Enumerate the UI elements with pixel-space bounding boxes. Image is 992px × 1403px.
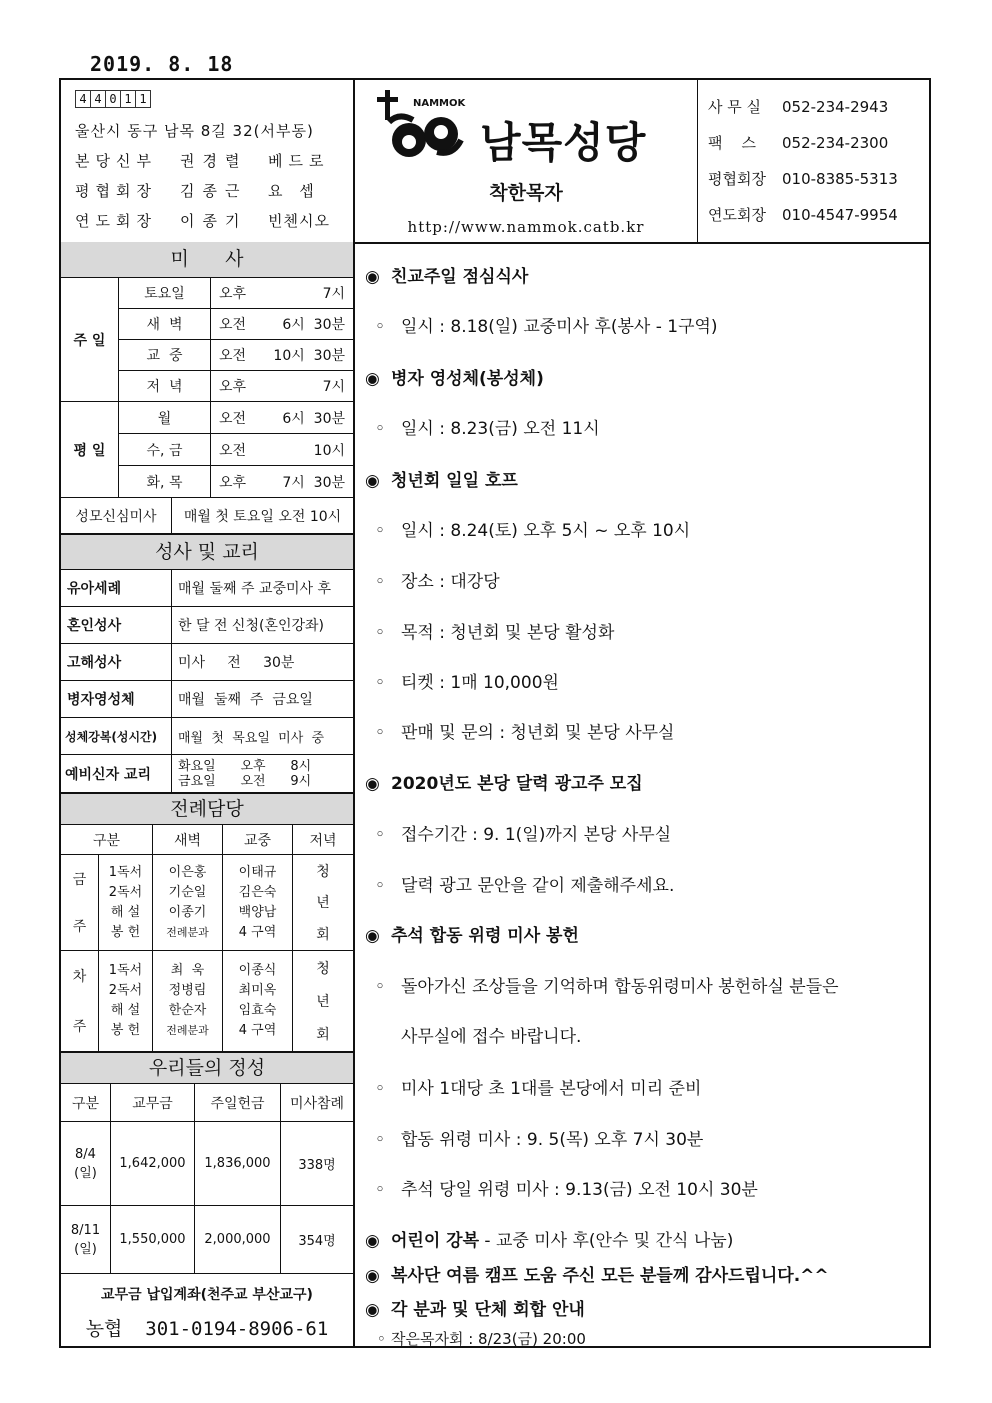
assignee: 이은홍 [168,864,207,880]
assignee: 임효숙 [238,1003,277,1018]
schedule-column [61,242,355,1348]
sub-bullet-icon: ◦ [375,723,386,743]
offering-sunday: 1,836,000 [195,1122,281,1206]
week-label-char: 차 [72,969,87,985]
notice-text: 작은목자회 : 8/23(금) 20:00 [391,1330,586,1348]
offering-sunday: 2,000,000 [195,1206,281,1274]
offering-date: 8/11 (일) [61,1206,111,1274]
parish-logo [375,90,685,165]
sacrament-value: 매월 둘째 주 교중미사 후 [172,570,353,607]
contact-value: 010-4547-9954 [782,206,898,224]
heading-bullet-icon: ◉ [365,926,380,946]
notice-line [375,820,671,845]
offering-attendance: 354명 [281,1206,353,1274]
address: 울산시 동구 남목 8길 32(서부동) [75,122,314,140]
notice-text: 판매 및 문의 : 청년회 및 본당 사무실 [401,723,675,743]
assignee: 한순자 [168,1003,207,1018]
mass-name: 화, 목 [119,466,211,498]
mass-ampm: 오후 [219,379,247,395]
mass-time [211,340,353,371]
sacrament-name: 병자영성체 [61,681,172,718]
notice-line [365,466,518,491]
role: 봉 헌 [110,1023,141,1038]
sub-bullet-icon: ◦ [377,1330,386,1348]
notice-text: 친교주일 점심식사 [391,267,529,287]
mass-title: 미 사 [61,242,353,278]
sacrament-value: 매월 둘째 주 금요일 [172,681,353,718]
liturgy-dawn [153,855,223,951]
staff-row [75,210,330,231]
notice-line [375,1175,758,1200]
notice-text: 어린이 강복 [391,1231,480,1251]
assignee: 4 구역 [238,924,277,940]
offering-dues: 1,550,000 [111,1206,195,1274]
liturgy-header: 교중 [223,825,293,855]
heart-mass-value: 매월 첫 토요일 오전 10시 [172,498,353,534]
bulletin-subtitle: 착한목자 [489,182,563,204]
assignee: 정병림 [168,983,207,998]
week-label-char: 주 [72,919,87,936]
mass-ampm: 오전 [219,442,247,459]
zip-digit: 1 [135,90,151,108]
sub-bullet-icon: ◦ [375,673,386,693]
sub-bullet-icon: ◦ [375,1079,386,1099]
sacrament-name: 혼인성사 [61,607,172,644]
mass-time [211,434,353,466]
notice-text: 달력 광고 문안을 같이 제출해주세요. [401,876,675,896]
catechumen-label: 예비신자 교리 [61,755,172,793]
liturgy-main [223,951,293,1052]
staff-saint: 요 셉 [268,182,320,200]
parish-info [61,80,355,242]
assignee: 전례분과 [166,1024,209,1037]
notice-line [375,567,500,592]
staff-role: 평협회장 [75,182,157,200]
mass-hour: 7시 30분 [282,474,345,491]
liturgy-roles [99,855,153,951]
contact-row [708,132,888,153]
contact-info [698,80,929,242]
mass-time [211,402,353,434]
assignee: 이태규 [238,864,277,880]
contact-label: 평협회장 [708,170,766,188]
bulletin-frame [59,78,931,1348]
notice-line [401,1022,581,1047]
catechumen-times [172,755,353,793]
zip-code [75,90,150,108]
assignee-char: 회 [316,1027,330,1044]
staff-row [75,180,320,201]
contact-label: 팩 스 [708,134,757,152]
catechumen-time: 금요일 오전 9시 [178,773,312,789]
notice-text: 병자 영성체(봉성체) [391,369,544,389]
assignee: 최미옥 [238,983,277,998]
staff-name: 이종기 [180,212,248,230]
mass-name: 저 녁 [119,371,211,402]
mass-time [211,371,353,402]
sub-bullet-icon: ◦ [375,1130,386,1150]
notice-line [365,1295,585,1320]
contact-value: 052-234-2943 [782,98,889,116]
notice-line [365,364,544,389]
header [61,80,929,244]
zip-digit: 4 [75,90,91,108]
sacrament-value: 매월 첫 목요일 미사 중 [172,718,353,755]
notice-line [365,769,643,794]
sub-bullet-icon: ◦ [375,977,386,997]
notice-text: 일시 : 8.18(일) 교중미사 후(봉사 - 1구역) [401,317,718,337]
week-label-char: 주 [72,1019,87,1035]
heading-bullet-icon: ◉ [365,369,380,389]
sub-bullet-icon: ◦ [375,572,386,592]
role: 봉 헌 [110,924,141,940]
heading-bullet-icon: ◉ [365,1266,380,1286]
mass-ampm: 오후 [219,474,247,491]
notice-line [377,1328,586,1349]
staff-role: 연도회장 [75,212,157,230]
sacrament-name: 성체강복(성시간) [61,718,172,755]
assignee: 백양남 [238,904,277,920]
notice-line [365,921,579,946]
mass-name: 수, 금 [119,434,211,466]
sub-bullet-icon: ◦ [375,419,386,439]
mass-ampm: 오전 [219,348,247,364]
heading-bullet-icon: ◉ [365,267,380,287]
assignee: 최 욱 [170,963,205,978]
notice-line [375,312,718,337]
offering-header: 구분 [61,1084,111,1122]
offering-attendance: 338명 [281,1122,353,1206]
role: 2독서 [108,884,143,900]
heading-bullet-icon: ◉ [365,471,380,491]
notice-line [375,1074,701,1099]
notice-line [375,668,559,693]
notice-line [375,718,674,743]
account-number: 농협 301-0194-8906-61 [85,1318,329,1340]
sub-bullet-icon: ◦ [375,1180,386,1200]
mass-time [211,278,353,309]
mass-hour: 6시 30분 [282,410,345,427]
heading-bullet-icon: ◉ [365,1231,380,1251]
notice-text: 미사 1대당 초 1대를 본당에서 미리 준비 [401,1079,702,1099]
assignee: 4 구역 [238,1023,277,1038]
role: 1독서 [108,864,143,880]
offering-dues: 1,642,000 [111,1122,195,1206]
notice-text: 청년회 일일 호프 [391,471,518,491]
notices-column [355,242,929,1348]
notice-text: 티켓 : 1매 10,000원 [401,673,559,693]
offering-header: 교무금 [111,1084,195,1122]
role: 해 설 [110,904,141,920]
mass-hour: 7시 [322,379,345,395]
sacrament-title: 성사 및 교리 [61,534,353,570]
notice-text: 일시 : 8.23(금) 오전 11시 [401,419,600,439]
role: 1독서 [108,963,143,978]
notice-text: 각 분과 및 단체 회합 안내 [391,1300,585,1320]
notice-text: 일시 : 8.24(토) 오후 5시 ~ 오후 10시 [401,521,691,541]
sunday-label: 주 일 [61,278,119,402]
account-label: 교무금 납입계좌(천주교 부산교구) [101,1287,313,1303]
notice-line [365,262,528,287]
staff-name: 김종근 [180,182,248,200]
assignee-char: 청 [316,863,330,880]
notice-line [375,414,600,439]
notice-line [375,1125,703,1150]
zip-digit: 0 [105,90,121,108]
role: 2독서 [108,983,143,998]
zip-digit: 1 [120,90,136,108]
role: 해 설 [110,1003,141,1018]
notice-text: 목적 : 청년회 및 본당 활성화 [401,623,615,643]
mass-time [211,466,353,498]
liturgy-evening [293,855,353,951]
weekday-label: 평 일 [61,402,119,498]
sacrament-value: 미사 전 30분 [172,644,353,681]
offering-date: 8/4 (일) [61,1122,111,1206]
assignee: 이종식 [238,963,277,978]
notice-line [375,618,614,643]
sub-bullet-icon: ◦ [375,521,386,541]
staff-saint: 베드로 [268,152,330,170]
zip-digit: 4 [90,90,106,108]
notice-text: 추석 당일 위령 미사 : 9.13(금) 오전 10시 30분 [401,1180,758,1200]
heart-mass-label: 성모신심미사 [61,498,172,534]
liturgy-evening [293,951,353,1052]
mass-name: 월 [119,402,211,434]
notice-text: 접수기간 : 9. 1(일)까지 본당 사무실 [401,825,672,845]
website-link[interactable]: http://www.nammok.catb.kr [407,218,645,236]
liturgy-roles [99,951,153,1052]
notice-text: 추석 합동 위령 미사 봉헌 [391,926,579,946]
notice-text: 장소 : 대강당 [401,572,500,592]
assignee-char: 년 [316,993,330,1010]
notice-text: 돌아가신 조상들을 기억하며 합동위령미사 봉헌하실 분들은 [401,977,839,997]
liturgy-main [223,855,293,951]
sacrament-name: 유아세례 [61,570,172,607]
assignee-char: 회 [316,927,330,944]
sub-bullet-icon: ◦ [375,876,386,896]
offering-header: 미사참례 [281,1084,353,1122]
notice-detail: - 교중 미사 후(안수 및 간식 나눔) [479,1231,734,1251]
contact-label: 사 무 실 [708,98,762,116]
sacrament-name: 고해성사 [61,644,172,681]
mass-hour: 10시 30분 [273,348,345,364]
notice-line [365,1226,733,1251]
notice-line [365,1261,829,1286]
notice-line [375,871,674,896]
bulletin-date: 2019. 8. 18 [90,52,234,76]
assignee: 김은숙 [238,884,277,900]
mass-hour: 7시 [322,286,345,302]
notice-text: 합동 위령 미사 : 9. 5(목) 오후 7시 30분 [401,1130,704,1150]
liturgy-header: 새벽 [153,825,223,855]
contact-row [708,204,898,225]
catechumen-time: 화요일 오후 8시 [178,758,312,774]
staff-role: 본당신부 [75,152,157,170]
mass-name: 교 중 [119,340,211,371]
heading-bullet-icon: ◉ [365,774,380,794]
contact-row [708,168,898,189]
mass-name: 새 벽 [119,309,211,340]
notice-text: 복사단 여름 캠프 도움 주신 모든 분들께 감사드립니다.^^ [391,1266,829,1286]
contact-value: 052-234-2300 [782,134,889,152]
liturgy-week-label [61,855,99,951]
sub-bullet-icon: ◦ [375,623,386,643]
notice-text: 2020년도 본당 달력 광고주 모집 [391,774,643,794]
offering-header: 주일헌금 [195,1084,281,1122]
notice-text: 사무실에 접수 바랍니다. [401,1027,582,1047]
liturgy-header: 구분 [61,825,153,855]
sub-bullet-icon: ◦ [375,825,386,845]
notice-line [375,516,690,541]
sacrament-value: 한 달 전 신청(혼인강좌) [172,607,353,644]
mass-ampm: 오전 [219,410,247,427]
contact-row [708,96,888,117]
liturgy-title: 전례담당 [61,793,353,825]
assignee: 기순일 [168,884,207,900]
sub-bullet-icon: ◦ [375,317,386,337]
parish-name: 남목성당 [480,118,647,167]
assignee: 전례분과 [166,925,209,939]
mass-hour: 10시 [313,442,345,459]
mass-ampm: 오전 [219,317,247,333]
logo-caption: NAMMOK [413,98,466,109]
assignee-char: 청 [316,960,330,977]
liturgy-week-label [61,951,99,1052]
assignee-char: 년 [316,895,330,912]
staff-name: 권경렬 [180,152,248,170]
staff-row [75,150,329,171]
liturgy-header: 저녁 [293,825,353,855]
offering-title: 우리들의 정성 [61,1052,353,1084]
heading-bullet-icon: ◉ [365,1300,380,1320]
contact-label: 연도회장 [708,206,766,224]
mass-hour: 6시 30분 [282,317,345,333]
parish-logo-block [355,80,698,242]
liturgy-dawn [153,951,223,1052]
week-label-char: 금 [72,871,87,888]
mass-ampm: 오후 [219,286,247,302]
mass-time [211,309,353,340]
contact-value: 010-8385-5313 [782,170,898,188]
notice-line [375,972,839,997]
staff-saint: 빈첸시오 [268,212,330,230]
assignee: 이종기 [168,904,207,920]
mass-name: 토요일 [119,278,211,309]
